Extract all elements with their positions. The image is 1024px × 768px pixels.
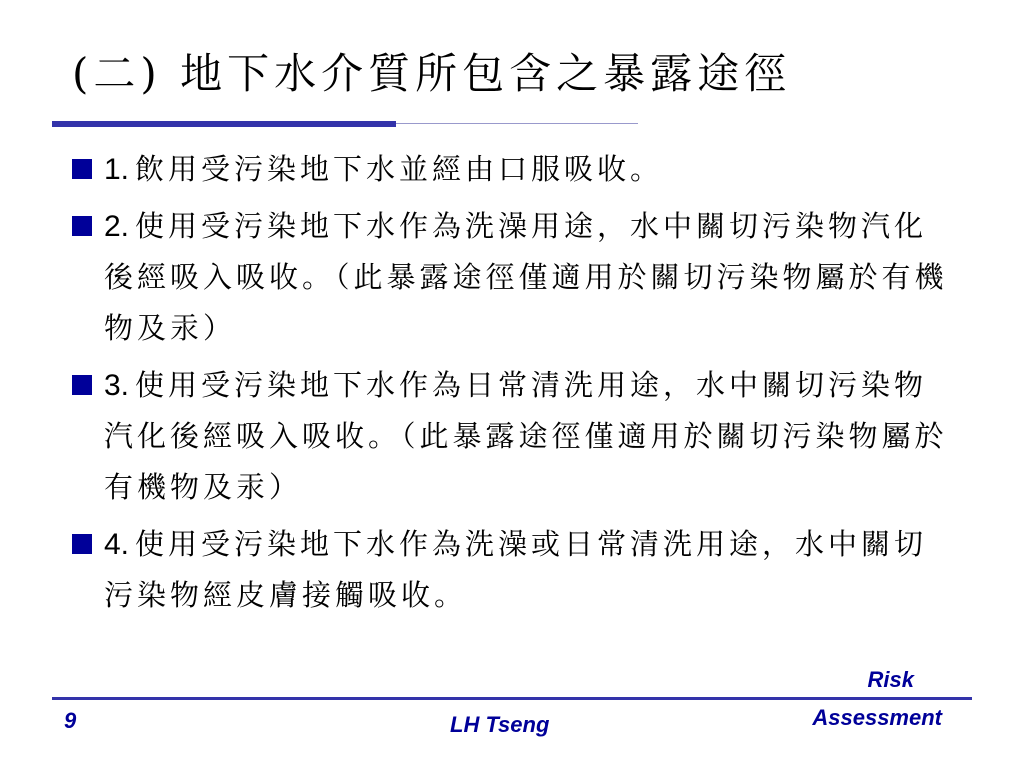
bullet-item (72, 144, 952, 195)
bullet-item (72, 519, 952, 621)
bullet-number: 2. (104, 210, 130, 243)
bullet-number: 4. (104, 528, 130, 561)
title-underline-thin (396, 123, 638, 124)
footer-course-title (742, 667, 942, 731)
footer-course-line1: Risk (867, 667, 914, 692)
page-number: 9 (64, 708, 77, 733)
bullet-item (72, 360, 952, 513)
square-bullet-icon (72, 159, 92, 179)
bullet-item (72, 201, 952, 354)
bullet-number: 3. (104, 369, 130, 402)
bullet-number: 1. (104, 153, 130, 186)
square-bullet-icon (72, 216, 92, 236)
bullet-text: 使用受污染地下水作為洗澡或日常清洗用途，水中關切污染物經皮膚接觸吸收。 (104, 527, 928, 612)
bullet-text: 飲用受污染地下水並經由口服吸收。 (135, 152, 664, 186)
bullet-text: 使用受污染地下水作為洗澡用途，水中關切污染物汽化後經吸入吸收。（此暴露途徑僅適用於關切污染物屬於有機物及汞） (104, 209, 948, 345)
square-bullet-icon (72, 375, 92, 395)
bullet-list (72, 144, 952, 627)
footer-author: LH Tseng (450, 712, 550, 737)
square-bullet-icon (72, 534, 92, 554)
bullet-text: 使用受污染地下水作為日常清洗用途，水中關切污染物汽化後經吸入吸收。（此暴露途徑僅適用於關切污染物屬於有機物及汞） (104, 368, 948, 504)
title-underline-thick (52, 121, 396, 127)
footer-course-line2: Assessment (812, 705, 942, 730)
slide-title: (二) 地下水介質所包含之暴露途徑 (72, 49, 792, 98)
